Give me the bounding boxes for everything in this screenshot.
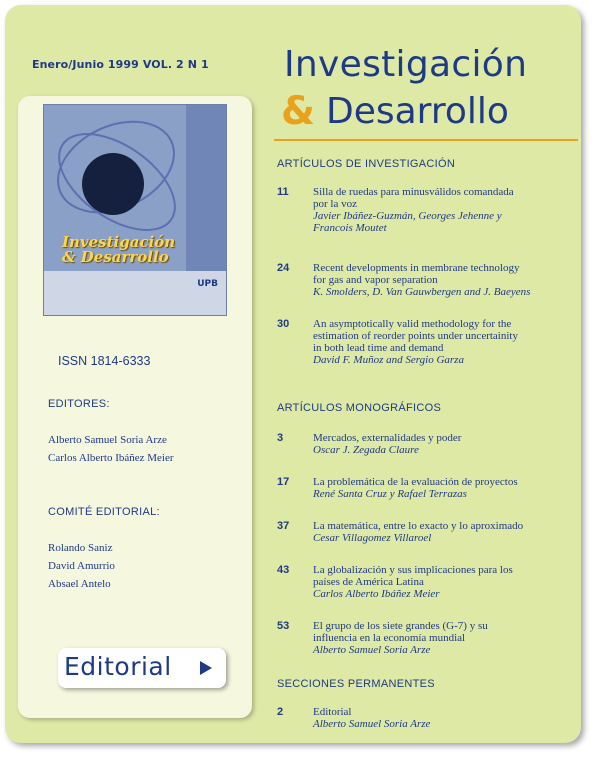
article-authors xyxy=(313,286,575,298)
masthead-rule xyxy=(274,139,578,141)
article-title-line: El grupo de los siete grandes (G-7) y su xyxy=(313,620,488,632)
article-title-line: países de América Latina xyxy=(313,576,424,588)
article-title xyxy=(313,186,575,210)
article-title xyxy=(313,706,575,718)
comite-name: David Amurrio xyxy=(48,560,115,572)
article-authors-line: Javier Ibáñez-Guzmán, Georges Jehenne y xyxy=(313,210,502,222)
page-number: 24 xyxy=(277,262,290,274)
play-arrow-icon xyxy=(200,661,212,675)
editores-heading: EDITORES: xyxy=(48,398,110,410)
section-heading: ARTÍCULOS DE INVESTIGACIÓN xyxy=(277,158,456,170)
editorial-button[interactable] xyxy=(58,648,226,688)
article-authors-line: David F. Muñoz and Sergio Garza xyxy=(313,354,464,366)
article-authors xyxy=(313,354,575,366)
page-number: 3 xyxy=(277,432,284,444)
article-title xyxy=(313,520,575,532)
article-title xyxy=(313,262,575,286)
article-authors xyxy=(313,532,575,544)
article-authors-line: Alberto Samuel Soria Arze xyxy=(313,644,431,656)
article-authors-line: René Santa Cruz y Rafael Terrazas xyxy=(313,488,467,500)
article-authors-line: K. Smolders, D. Van Gauwbergen and J. Baeyens xyxy=(313,286,531,298)
page-number: 30 xyxy=(277,318,290,330)
masthead-ampersand: & xyxy=(281,89,316,134)
article-authors xyxy=(313,210,575,234)
cover-title: Investigación & Desarrollo xyxy=(62,233,176,266)
article-title-line: La problemática de la evaluación de proyectos xyxy=(313,476,518,488)
article-title-line: estimation of reorder points under uncertainity xyxy=(313,330,518,342)
comite-name: Absael Antelo xyxy=(48,578,111,590)
article-authors xyxy=(313,718,575,730)
article-title-line: influencia en la economía mundial xyxy=(313,632,466,644)
article-title xyxy=(313,620,575,644)
section-heading: ARTÍCULOS MONOGRÁFICOS xyxy=(277,402,442,414)
cover-band xyxy=(44,271,226,315)
page-number: 53 xyxy=(277,620,290,632)
editorial-button-label: Editorial xyxy=(64,652,172,681)
article-authors-line: Alberto Samuel Soria Arze xyxy=(313,718,431,730)
article-title xyxy=(313,432,575,444)
article-authors xyxy=(313,444,575,456)
article-title-line: Editorial xyxy=(313,706,352,718)
editor-name: Alberto Samuel Soria Arze xyxy=(48,434,167,446)
article-authors-line: Oscar J. Zegada Claure xyxy=(313,444,419,456)
article-authors-line: Cesar Villagomez Villaroel xyxy=(313,532,432,544)
cover-figure xyxy=(82,153,144,215)
masthead-line2: Desarrollo xyxy=(326,91,509,132)
article-title xyxy=(313,476,575,488)
article-title-line: Silla de ruedas para minusválidos comandada xyxy=(313,186,514,198)
article-title-line: Mercados, externalidades y poder xyxy=(313,432,462,444)
issn-label: ISSN 1814-6333 xyxy=(58,354,151,368)
left-panel xyxy=(18,96,252,718)
editor-name: Carlos Alberto Ibáñez Meier xyxy=(48,452,174,464)
page-number: 11 xyxy=(277,186,289,198)
page-number: 43 xyxy=(277,564,290,576)
section-heading: SECCIONES PERMANENTES xyxy=(277,678,435,690)
article-title xyxy=(313,318,575,354)
article-title-line: La globalización y sus implicaciones para los xyxy=(313,564,513,576)
comite-heading: COMITÉ EDITORIAL: xyxy=(48,506,160,518)
article-title xyxy=(313,564,575,588)
page-number: 37 xyxy=(277,520,290,532)
upb-logo: UPB xyxy=(197,279,218,289)
article-title-line: por la voz xyxy=(313,198,357,210)
article-authors-line: Francois Moutet xyxy=(313,222,387,234)
article-authors xyxy=(313,488,575,500)
comite-name: Rolando Saniz xyxy=(48,542,113,554)
page-number: 2 xyxy=(277,706,284,718)
article-title-line: for gas and vapor separation xyxy=(313,274,438,286)
masthead-line1: Investigación xyxy=(284,44,528,85)
article-authors xyxy=(313,644,575,656)
cover-image[interactable] xyxy=(43,104,227,316)
article-title-line: La matemática, entre lo exacto y lo aproximado xyxy=(313,520,524,532)
article-authors-line: Carlos Alberto Ibáñez Meier xyxy=(313,588,440,600)
article-title-line: An asymptotically valid methodology for the xyxy=(313,318,512,330)
page-number: 17 xyxy=(277,476,290,488)
article-title-line: in both lead time and demand xyxy=(313,342,444,354)
article-authors xyxy=(313,588,575,600)
article-title-line: Recent developments in membrane technology xyxy=(313,262,520,274)
issue-label: Enero/Junio 1999 VOL. 2 N 1 xyxy=(32,58,209,71)
